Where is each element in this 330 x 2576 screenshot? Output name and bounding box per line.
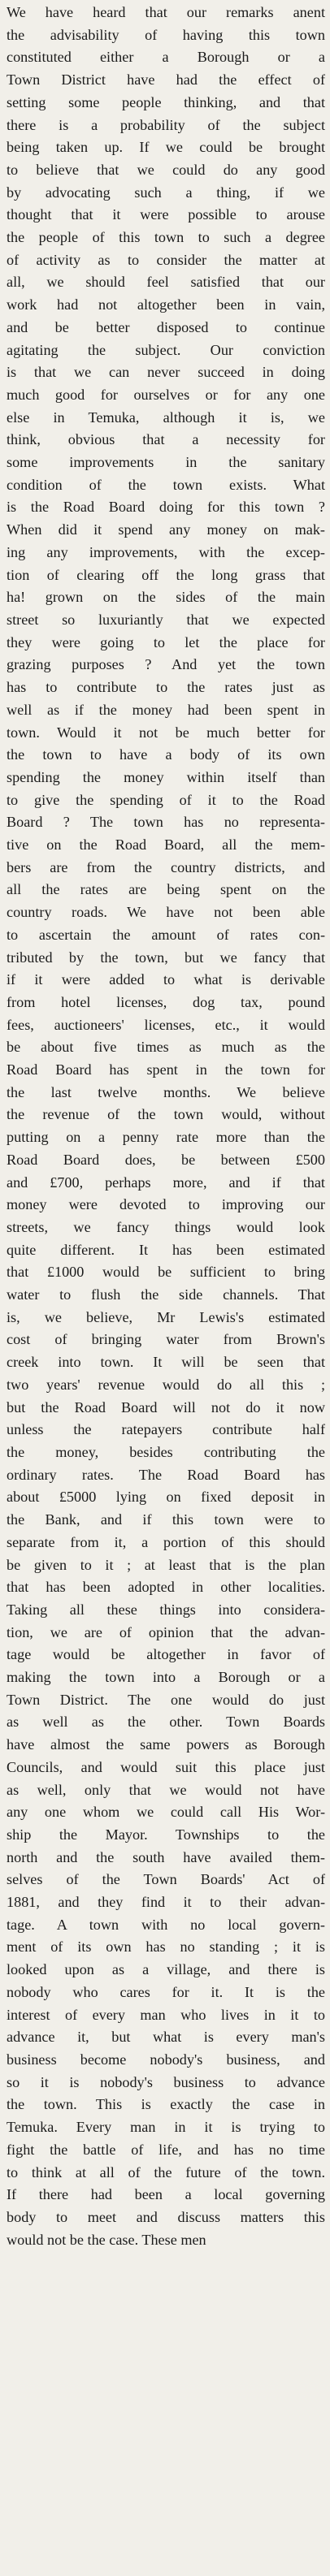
article-text-line: agitating the subject. Our conviction: [7, 341, 325, 358]
article-text-line: tion of clearing off the long grass that: [7, 566, 325, 583]
article-text-line: If there had been a local governing: [7, 2186, 325, 2203]
article-text-line: Councils, and would suit this place just: [7, 1758, 325, 1775]
article-text-line: is that we can never succeed in doing: [7, 364, 325, 381]
article-text-line: 1881, and they find it to their advan-: [7, 1894, 325, 1911]
article-text-line: bers are from the country districts, and: [7, 858, 325, 875]
article-text-line: ha! grown on the sides of the main: [7, 589, 325, 606]
article-text-line: tion, we are of opinion that the advan-: [7, 1623, 325, 1640]
article-text-line: fight the battle of life, and has no time: [7, 2141, 325, 2158]
article-text-line: advance it, but what is every man's: [7, 2029, 325, 2046]
article-text-line: and £700, perhaps more, and if that: [7, 1173, 325, 1191]
article-text-line: to believe that we could do any good: [7, 161, 325, 178]
article-text-line: ing any improvements, with the excep-: [7, 543, 325, 560]
article-text-line: making the town into a Borough or a: [7, 1669, 325, 1686]
article-text-line: thought that it were possible to arouse: [7, 206, 325, 223]
editorial-article-column: [7, 2, 325, 2251]
article-text-line: that has been adopted in other localities.: [7, 1579, 325, 1596]
article-text-line: Taking all these things into considera-: [7, 1601, 325, 1618]
article-text-line: tive on the Road Board, all the mem-: [7, 836, 325, 854]
article-text-line: be about five times as much as the: [7, 1039, 325, 1056]
article-text-line: the revenue of the town would, without: [7, 1106, 325, 1123]
article-text-line: Road Board does, be between £500: [7, 1151, 325, 1168]
article-text-line: town. Would it not be much better for: [7, 724, 325, 741]
article-text-line: but the Road Board will not do it now: [7, 1398, 325, 1416]
article-text-line: fees, auctioneers' licenses, etc., it would: [7, 1016, 325, 1033]
article-text-line: else in Temuka, although it is, we: [7, 408, 325, 426]
article-text-line: body to meet and discuss matters this: [7, 2208, 325, 2225]
article-text-line: ment of its own has no standing ; it is: [7, 1938, 325, 1956]
article-text-line: ordinary rates. The Road Board has: [7, 1466, 325, 1483]
article-text-line: putting on a penny rate more than the: [7, 1129, 325, 1146]
article-text-line: the Bank, and if this town were to: [7, 1511, 325, 1528]
article-text-line: from hotel licenses, dog tax, pound: [7, 993, 325, 1010]
article-text-line: being taken up. If we could be brought: [7, 139, 325, 156]
article-text-line: by advocating such a thing, if we: [7, 184, 325, 201]
article-text-line: Town District have had the effect of: [7, 71, 325, 89]
article-text-line: unless the ratepayers contribute half: [7, 1421, 325, 1438]
article-text-line: We have heard that our remarks anent: [7, 4, 325, 20]
article-text-line: tage would be altogether in favor of: [7, 1646, 325, 1663]
article-text-line: spending the money within itself than: [7, 768, 325, 785]
article-text-line: streets, we fancy things would look: [7, 1218, 325, 1235]
article-text-line: grazing purposes ? And yet the town: [7, 656, 325, 673]
article-text-line: setting some people thinking, and that: [7, 93, 325, 110]
article-text-line: two years' revenue would do all this ;: [7, 1376, 325, 1393]
article-text-line: there is a probability of the subject: [7, 116, 325, 133]
article-text-line: that £1000 would be sufficient to bring: [7, 1264, 325, 1281]
article-text-line: country roads. We have not been able: [7, 904, 325, 921]
article-text-line: looked upon as a village, and there is: [7, 1961, 325, 1978]
article-text-line: Road Board has spent in the town for: [7, 1061, 325, 1078]
article-text-line: the money, besides contributing the: [7, 1444, 325, 1460]
article-text-line: creek into town. It will be seen that: [7, 1354, 325, 1371]
article-text-line: to think at all of the future of the town.: [7, 2163, 325, 2181]
article-text-line: condition of the town exists. What: [7, 476, 325, 493]
article-text-line: the advisability of having this town: [7, 26, 325, 43]
article-text-line: quite different. It has been estimated: [7, 1241, 325, 1258]
article-text-line: nobody who cares for it. It is the: [7, 1983, 325, 2000]
article-text-line: work had not altogether been in vain,: [7, 296, 325, 313]
article-text-line: think, obvious that a necessity for: [7, 431, 325, 448]
article-text-line: all, we should feel satisfied that our: [7, 274, 325, 291]
article-text-line: have almost the same powers as Borough: [7, 1736, 325, 1753]
article-text-line: as well as the other. Town Boards: [7, 1714, 325, 1731]
article-text-line: to give the spending of it to the Road: [7, 791, 325, 808]
article-text-line: about £5000 lying on fixed deposit in: [7, 1489, 325, 1506]
article-text-line: if it were added to what is derivable: [7, 971, 325, 988]
article-text-line: they were going to let the place for: [7, 633, 325, 650]
article-text-line: and be better disposed to continue: [7, 318, 325, 335]
article-text-line: be given to it ; at least that is the plan: [7, 1556, 325, 1573]
article-text-line: water to flush the side channels. That: [7, 1286, 325, 1303]
article-text-line: When did it spend any money on mak-: [7, 521, 325, 538]
article-text-line: of activity as to consider the matter at: [7, 251, 325, 268]
article-text-line: Board ? The town has no representa-: [7, 814, 325, 831]
article-text-line: the people of this town to such a degree: [7, 229, 325, 246]
article-text-line: is, we believe, Mr Lewis's estimated: [7, 1308, 325, 1325]
article-text-line: well as if the money had been spent in: [7, 701, 325, 718]
article-text-line: business become nobody's business, and: [7, 2051, 325, 2068]
article-text-line: has to contribute to the rates just as: [7, 679, 325, 696]
article-text-line: the town. This is exactly the case in: [7, 2096, 325, 2113]
article-text-line: separate from it, a portion of this should: [7, 1533, 325, 1550]
article-text-line: some improvements in the sanitary: [7, 454, 325, 471]
article-text-line: Temuka. Every man in it is trying to: [7, 2119, 325, 2136]
article-text-line: the last twelve months. We believe: [7, 1083, 325, 1100]
article-text-line: tage. A town with no local govern-: [7, 1916, 325, 1933]
article-text-line: so it is nobody's business to advance: [7, 2073, 325, 2090]
article-text-line: Town District. The one would do just: [7, 1691, 325, 1708]
article-text-line: all the rates are being spent on the: [7, 881, 325, 898]
article-text-line: ship the Mayor. Townships to the: [7, 1826, 325, 1843]
article-text-line: the town to have a body of its own: [7, 746, 325, 763]
article-text-line: would not be the case. These men: [7, 2231, 206, 2248]
article-text-line: selves of the Town Boards' Act of: [7, 1871, 325, 1888]
article-text-line: as well, only that we would not have: [7, 1781, 325, 1798]
article-text-line: constituted either a Borough or a: [7, 49, 325, 66]
article-text-line: money were devoted to improving our: [7, 1196, 325, 1213]
article-text-line: street so luxuriantly that we expected: [7, 611, 325, 628]
article-text-line: tributed by the town, but we fancy that: [7, 949, 325, 966]
article-text-line: to ascertain the amount of rates con-: [7, 926, 325, 943]
article-text-line: cost of bringing water from Brown's: [7, 1331, 325, 1348]
article-text-line: interest of every man who lives in it to: [7, 2006, 325, 2023]
article-text-line: north and the south have availed them-: [7, 1848, 325, 1865]
article-text-line: any one whom we could call His Wor-: [7, 1804, 325, 1821]
article-text-line: is the Road Board doing for this town ?: [7, 499, 325, 516]
article-text-line: much good for ourselves or for any one: [7, 386, 325, 403]
